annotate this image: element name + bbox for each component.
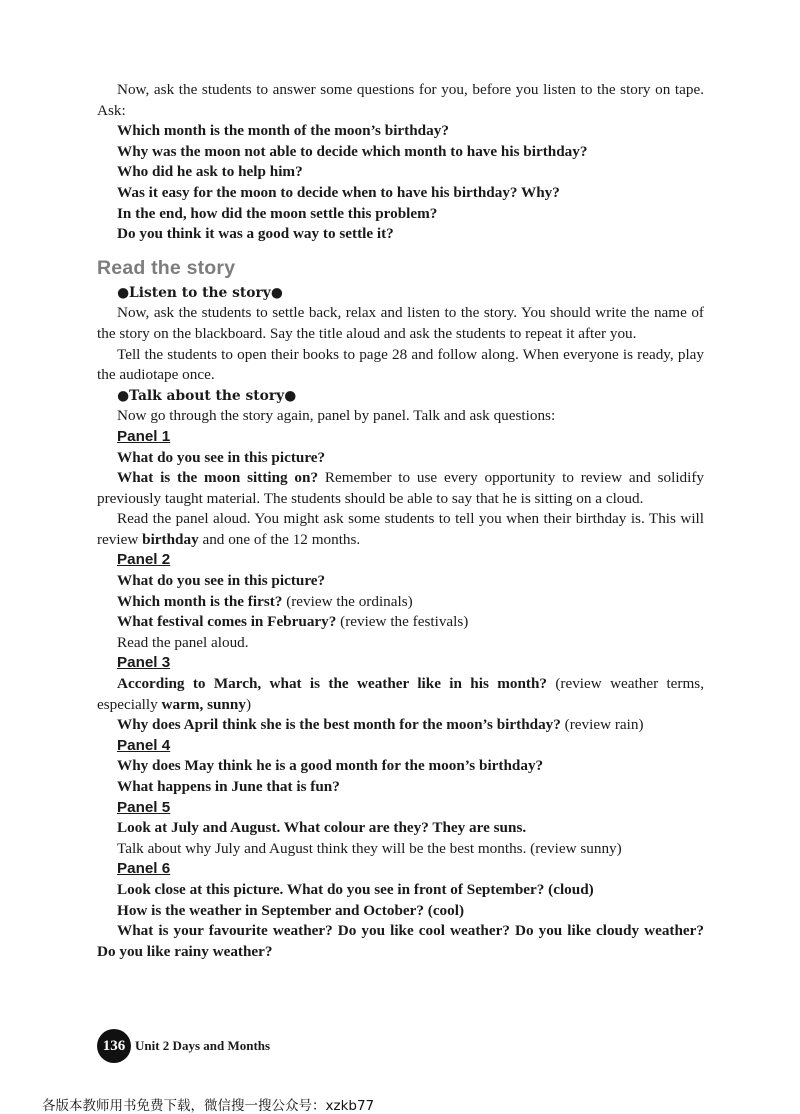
panel-3-label: Panel 3 <box>117 654 171 672</box>
panel-2-question-3-note: (review the festivals) <box>336 613 469 631</box>
panel-2-question-2 <box>97 592 704 613</box>
panel-2-instruction: Read the panel aloud. <box>117 633 249 651</box>
panel-2-question-2-bold: Which month is the first? <box>117 592 283 610</box>
intro-question-2: Why was the moon not able to decide which month to have his birthday? <box>117 142 588 160</box>
section-heading: Read the story <box>97 256 236 279</box>
panel-1-paragraph-start: Read the panel aloud. You might ask some students to tell you when their birthday is. This will review <box>97 510 704 548</box>
panel-6-label: Panel 6 <box>117 860 171 878</box>
panel-4-question-2: What happens in June that is fun? <box>117 778 340 795</box>
panel-2-question-2-note: (review the ordinals) <box>282 592 413 610</box>
panel-4-question-1: Why does May think he is a good month for the moon’s birthday? <box>117 757 544 775</box>
page-footer <box>97 1029 270 1063</box>
panel-3-question-2-note: (review rain) <box>560 716 644 734</box>
panel-3-question-1-close: ) <box>245 695 251 713</box>
intro-question-1: Which month is the month of the moon’s birthday? <box>117 122 449 140</box>
talk-paragraph: Now go through the story again, panel by panel. Talk and ask questions: <box>117 407 556 425</box>
panel-2-label: Panel 2 <box>117 551 171 569</box>
intro-question-6: Do you think it was a good way to settle it? <box>117 225 394 243</box>
panel-2-question-3-bold: What festival comes in February? <box>117 613 337 631</box>
panel-1-question-1: What do you see in this picture? <box>117 448 326 466</box>
panel-2-question-1: What do you see in this picture? <box>117 572 326 590</box>
panel-1-question-2 <box>97 468 704 509</box>
unit-title: Unit 2 Days and Months <box>135 1038 271 1053</box>
panel-1-label: Panel 1 <box>117 427 171 445</box>
panel-6-question-1: Look close at this picture. What do you see in front of September? (cloud) <box>117 880 594 898</box>
panel-1-paragraph-bold: birthday <box>142 530 199 548</box>
page-number-badge: 136 <box>97 1029 131 1063</box>
panel-5-label: Panel 5 <box>117 798 171 816</box>
panel-3-question-1-terms: warm, sunny <box>161 695 246 713</box>
panel-1-paragraph-end: and one of the 12 months. <box>198 530 361 548</box>
talk-subheading: ●Talk about the story● <box>117 387 297 404</box>
intro-question-5: In the end, how did the moon settle this problem? <box>117 204 438 222</box>
download-watermark: 各版本教师用书免费下载，微信搜一搜公众号：xzkb77 <box>42 1098 375 1114</box>
listen-paragraph-1: Now, ask the students to settle back, relax and listen to the story. You should write the name of the story on the blackboard. Say the title aloud and ask the students to repeat it after you. <box>97 304 704 342</box>
intro-question-4: Was it easy for the moon to decide when to have his birthday? Why? <box>117 183 560 201</box>
listen-subheading: ●Listen to the story● <box>117 284 283 301</box>
panel-3-question-1 <box>97 674 704 715</box>
panel-1-question-2-bold: What is the moon sitting on? <box>117 469 319 487</box>
intro-question-3: Who did he ask to help him? <box>117 163 303 181</box>
panel-2-question-3 <box>97 612 704 633</box>
panel-5-paragraph: Talk about why July and August think they will be the best months. (review sunny) <box>117 839 622 857</box>
panel-6-question-2: How is the weather in September and October? (cool) <box>117 901 465 919</box>
panel-1-question-2-note: Remember to use every opportunity to review and solidify previously taught material. The students should be able to say that he is sitting on a cloud. <box>97 469 704 507</box>
panel-3-question-2-bold: Why does April think she is the best month for the moon’s birthday? <box>117 716 561 734</box>
panel-3-question-2 <box>97 715 704 736</box>
panel-4-label: Panel 4 <box>117 736 171 754</box>
panel-6-question-3: What is your favourite weather? Do you like cool weather? Do you like cloudy weather? Do you like rainy weather? <box>97 922 704 960</box>
page-content <box>97 80 704 962</box>
panel-3-question-1-note: (review weather terms, especially <box>97 675 705 713</box>
panel-3-question-1-bold: According to March, what is the weather like in his month? <box>117 675 548 693</box>
intro-paragraph: Now, ask the students to answer some questions for you, before you listen to the story on tape. Ask: <box>97 81 704 119</box>
panel-5-question-1: Look at July and August. What colour are they? They are suns. <box>117 819 527 837</box>
panel-1-paragraph <box>97 509 704 550</box>
listen-paragraph-2: Tell the students to open their books to page 28 and follow along. When everyone is ready, play the audiotape once. <box>97 345 704 384</box>
